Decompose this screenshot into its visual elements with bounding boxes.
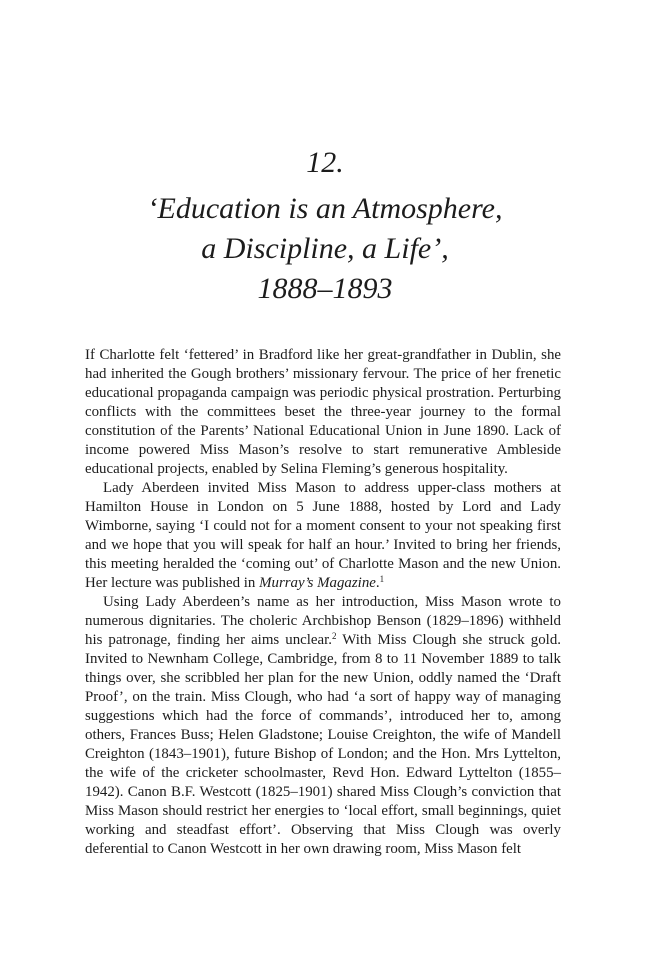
chapter-title-line-1: ‘Education is an Atmosphere,: [147, 192, 503, 225]
chapter-title: [0, 189, 650, 309]
paragraph-1: If Charlotte felt ‘fettered’ in Bradford like her great-grandfather in Dublin, she had inherited the Gough brothers’ missionary fervour. The price of her frenetic educational propaganda campaign was periodic physical prostration. Perturbing conflicts with the committees beset the three-year journey to the formal constitution of the Parents’ National Educational Union in June 1890. Lack of income powered Miss Mason’s resolve to start remunerative Ambleside educational projects, enabled by Selina Fleming’s generous hospitality.: [85, 347, 561, 477]
chapter-number: 12.: [306, 146, 344, 179]
chapter-title-dates: 1888–1893: [257, 272, 393, 305]
paragraph-3: [85, 593, 561, 859]
magazine-title: Murray’s Magazine: [259, 575, 376, 591]
chapter-body: [85, 346, 561, 859]
paragraph-3-rest: With Miss Clough she struck gold. Invited to Newnham College, Cambridge, from 8 to 11 November 1889 to talk things over, she scribbled her plan for the new Union, oddly named the ‘Draft Proof’, on the train. Miss Clough, who had ‘a sort of happy way of managing suggestions which had the force of commands’, introduced her to, among others, Frances Buss; Helen Gladstone; Louise Creighton, the wife of Mandell Creighton (1843–1901), future Bishop of London; and the Hon. Mrs Lyttelton, the wife of the cricketer schoolmaster, Revd Hon. Edward Lyttelton (1855–1942). Canon B.F. Westcott (1825–1901) shared Miss Clough’s conviction that Miss Mason should restrict her energies to ‘local effort, small beginnings, quiet working and steadfast effort’. Observing that Miss Clough was overly deferential to Canon Westcott in her own drawing room, Miss Mason felt: [85, 632, 561, 857]
paragraph-2: [85, 479, 561, 593]
paragraph-3-start: Using Lady Aberdeen’s name as her introduction, Miss Mason wrote to numerous dignitaries. The choleric Archbishop Benson (1829–1896) withheld his patronage, finding her aims unclear.: [85, 594, 561, 648]
paragraph-2-text: Lady Aberdeen invited Miss Mason to address upper-class mothers at Hamilton House in London on 5 June 1888, hosted by Lord and Lady Wimborne, saying ‘I could not for a moment consent to your not speaking first and we hope that you will speak for half an hour.’ Invited to bring her friends, this meeting heralded the ‘coming out’ of Charlotte Mason and the new Union. Her lecture was published in: [85, 480, 561, 591]
chapter-title-line-2: a Discipline, a Life’,: [201, 232, 449, 265]
paragraph-2-end: .: [375, 575, 380, 591]
footnote-marker-1: 1: [379, 574, 385, 584]
footnote-marker-2: 2: [331, 631, 337, 641]
